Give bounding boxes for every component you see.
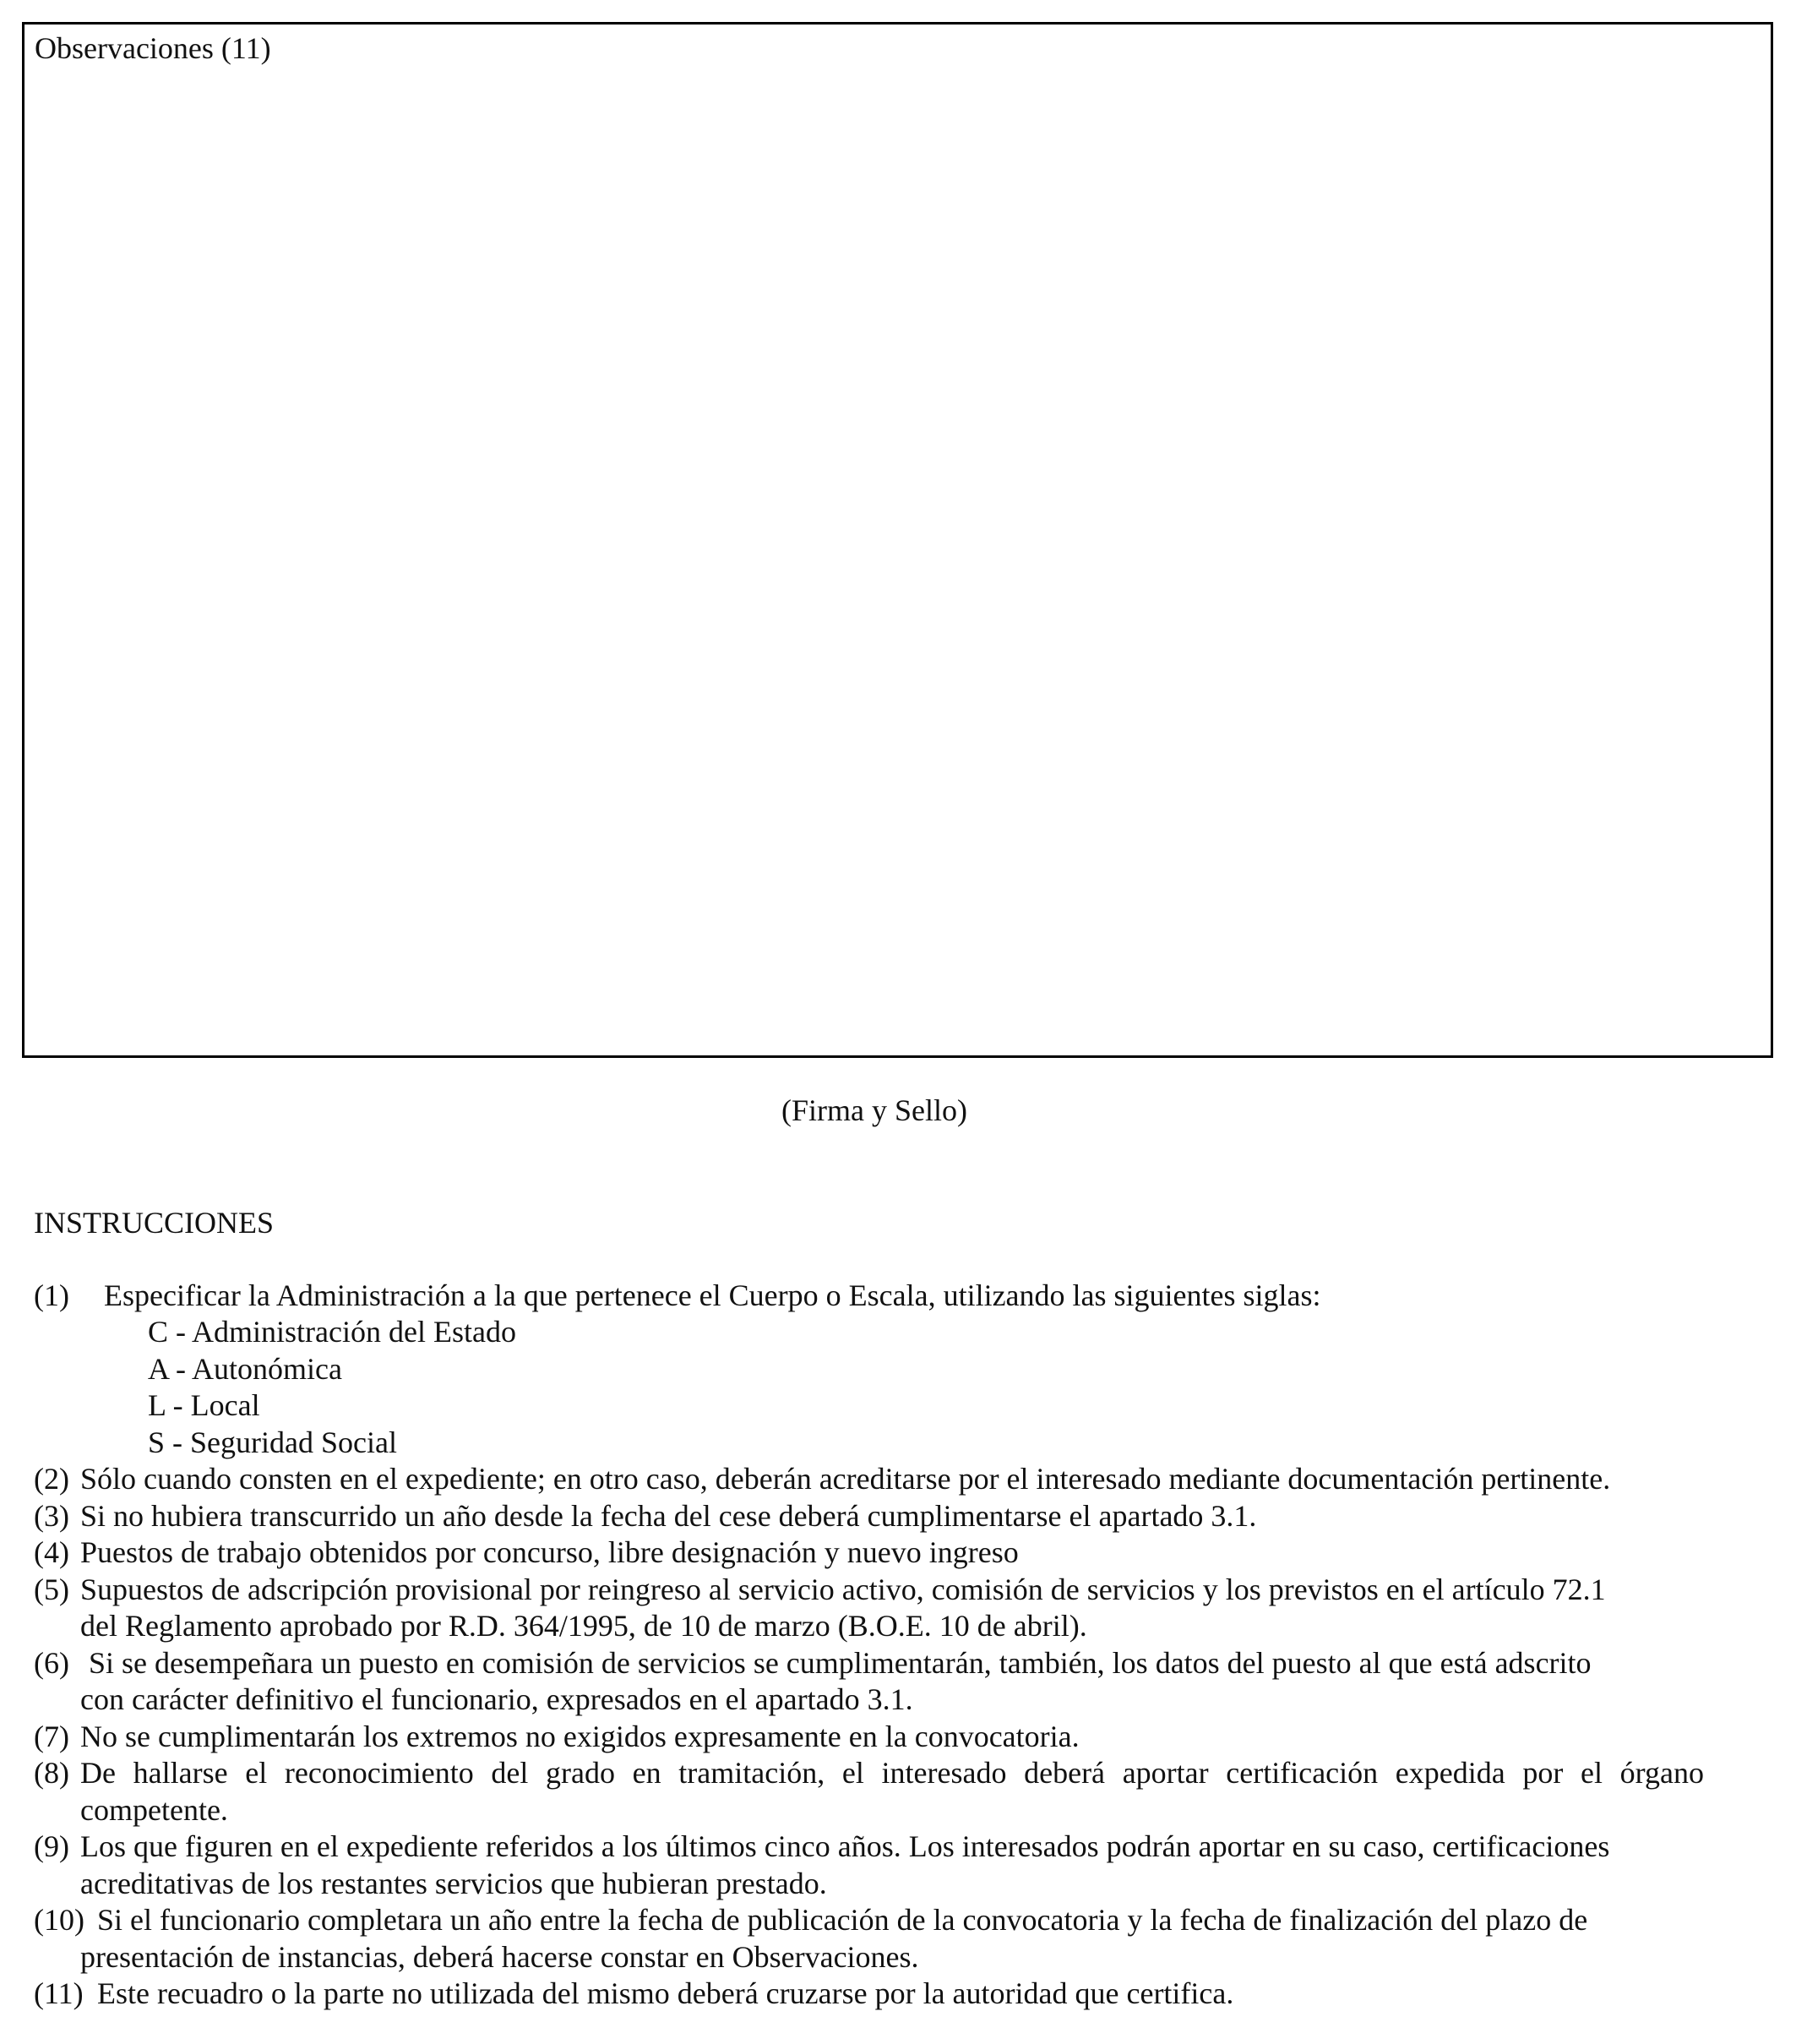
item9-number: (9) [34, 1829, 69, 1863]
item7-text: No se cumplimentarán los extremos no exigidos expresamente en la convocatoria. [80, 1720, 1080, 1753]
item4-number: (4) [34, 1535, 69, 1569]
item10-line1: Si el funcionario completara un año entre la fecha de publicación de la convocatoria y la fecha de finalización del plazo de [97, 1903, 1588, 1937]
item3-number: (3) [34, 1499, 69, 1533]
item6-line2: con carácter definitivo el funcionario, expresados en el apartado 3.1. [80, 1682, 913, 1716]
item5-line2: del Reglamento aprobado por R.D. 364/1995, de 10 de marzo (B.O.E. 10 de abril). [80, 1609, 1087, 1643]
observaciones-label: Observaciones (11) [35, 31, 271, 65]
item5-line1: Supuestos de adscripción provisional por reingreso al servicio activo, comisión de servicios y los previstos en el artículo 72.1 [80, 1573, 1606, 1606]
sigla-a: A - Autonómica [148, 1352, 342, 1386]
instrucciones-title: INSTRUCCIONES [34, 1206, 275, 1240]
item5-number: (5) [34, 1573, 69, 1606]
item10-line2: presentación de instancias, deberá hacerse constar en Observaciones. [80, 1940, 919, 1974]
item8-number: (8) [34, 1756, 69, 1790]
firma-y-sello: (Firma y Sello) [781, 1093, 967, 1127]
item1-number: (1) [34, 1278, 69, 1312]
sigla-s: S - Seguridad Social [148, 1425, 397, 1459]
item8-line2: competente. [80, 1793, 228, 1827]
item1-text: Especificar la Administración a la que pertenece el Cuerpo o Escala, utilizando las siguientes siglas: [104, 1278, 1321, 1312]
sigla-l: L - Local [148, 1388, 260, 1422]
item10-number: (10) [34, 1903, 84, 1937]
item6-line1: Si se desempeñara un puesto en comisión de servicios se cumplimentarán, también, los datos del puesto al que está adscrito [89, 1646, 1592, 1680]
sigla-c: C - Administración del Estado [148, 1315, 516, 1349]
item2-text: Sólo cuando consten en el expediente; en otro caso, deberán acreditarse por el interesado mediante documentación pertinente. [80, 1462, 1611, 1496]
item3-text: Si no hubiera transcurrido un año desde la fecha del cese deberá cumplimentarse el apartado 3.1. [80, 1499, 1257, 1533]
item9-line2: acreditativas de los restantes servicios que hubieran prestado. [80, 1867, 827, 1900]
observaciones-box [22, 22, 1773, 1058]
item4-text: Puestos de trabajo obtenidos por concurso, libre designación y nuevo ingreso [80, 1535, 1019, 1569]
item11-number: (11) [34, 1976, 84, 2010]
item8-line1: De hallarse el reconocimiento del grado en tramitación, el interesado deberá aportar certificación expedida por el órgano [80, 1756, 1704, 1790]
item2-number: (2) [34, 1462, 69, 1496]
item11-text: Este recuadro o la parte no utilizada del mismo deberá cruzarse por la autoridad que certifica. [97, 1976, 1234, 2010]
item7-number: (7) [34, 1720, 69, 1753]
item9-line1: Los que figuren en el expediente referidos a los últimos cinco años. Los interesados podrán aportar en su caso, certificaciones [80, 1829, 1610, 1863]
item6-number: (6) [34, 1646, 69, 1680]
